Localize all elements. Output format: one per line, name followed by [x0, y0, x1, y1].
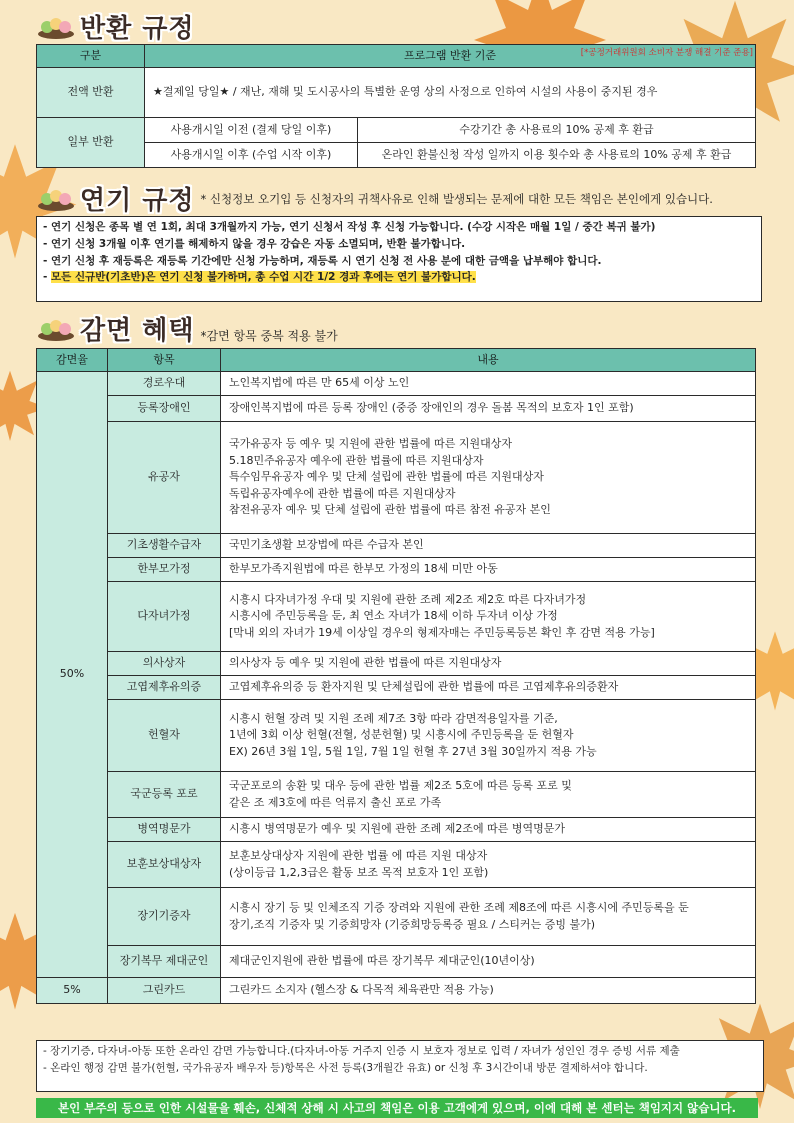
discount-item-name: 국군등록 포로	[108, 772, 221, 818]
discount-content-line: 국군포로의 송환 및 대우 등에 관한 법률 제2조 5호에 따른 등록 포로 및	[229, 779, 572, 792]
discount-rate-5: 5%	[37, 978, 108, 1004]
discount-row	[37, 700, 756, 772]
discount-row	[37, 534, 756, 558]
discount-col-item: 항목	[108, 349, 221, 372]
discount-item-content	[221, 700, 756, 772]
refund-full-label: 전액 반환	[37, 68, 145, 118]
discount-content-line: 시흥시에 주민등록을 둔, 최 연소 자녀가 18세 이하 두자녀 이상 가정	[229, 609, 558, 623]
discount-item-name: 고엽제후유의증	[108, 676, 221, 700]
discount-item-name: 보훈보상대상자	[108, 842, 221, 888]
discount-row	[37, 396, 756, 422]
postpone-title: 연기 규정	[80, 186, 195, 216]
discount-content-line: 시흥시 장기 등 및 인체조직 기증 장려와 지원에 관한 조례 제8조에 따른 시흥시에 주민등록을 둔	[229, 901, 689, 914]
refund-col-criteria-label: 프로그램 반환 기준	[403, 48, 496, 62]
liability-notice-bar: 본인 부주의 등으로 인한 시설물을 훼손, 신체적 상해 시 사고의 책임은 이용 고객에게 있으며, 이에 대해 본 센터는 책임지지 않습니다.	[36, 1098, 758, 1118]
discount-item-name: 그린카드	[108, 978, 221, 1004]
discount-section-header	[36, 310, 338, 347]
discount-content-line: 시흥시 병역명문가 예우 및 지원에 관한 조례 제2조에 따른 병역명문가	[229, 822, 565, 836]
discount-content-line: 같은 조 제3호에 따른 억류지 출신 포로 가족	[229, 795, 442, 809]
refund-col-criteria	[145, 45, 756, 68]
discount-rate-50: 50%	[37, 372, 108, 978]
discount-item-name: 경로우대	[108, 372, 221, 396]
discount-row	[37, 422, 756, 534]
discount-content-line: 장애인복지법에 따른 등록 장애인 (중증 장애인의 경우 돌봄 목적의 보호자 1인 포함)	[229, 401, 634, 415]
postpone-section-header	[36, 180, 713, 217]
discount-item-name: 다자녀가정	[108, 582, 221, 652]
discount-title: 감면 혜택	[80, 316, 195, 346]
refund-source-note: [*공정거래위원회 소비자 분쟁 해결 기준 준용]	[580, 48, 753, 58]
discount-item-content	[221, 818, 756, 842]
discount-row	[37, 946, 756, 978]
postpone-rule-line: - 연기 신청은 종목 별 연 1회, 최대 3개월까지 가능, 연기 신청서 작성 후 신청 가능합니다. (수강 시작은 매월 1일 / 중간 복귀 불가)	[43, 221, 656, 233]
discount-item-name: 유공자	[108, 422, 221, 534]
refund-table	[36, 44, 756, 168]
discount-item-content	[221, 888, 756, 946]
refund-title: 반환 규정	[80, 14, 195, 44]
discount-item-content	[221, 676, 756, 700]
discount-row	[37, 772, 756, 818]
refund-section-header	[36, 8, 195, 45]
discount-item-content	[221, 534, 756, 558]
discount-content-line: [막내 외의 자녀가 19세 이상일 경우의 형제자매는 주민등록등본 확인 후 감면 적용 가능]	[229, 625, 655, 639]
discount-content-line: 독립유공자예우에 관한 법률에 따른 지원대상자	[229, 486, 456, 500]
discount-content-line: 장기,조직 기증자 및 기증희망자 (기증희망등록증 필요 / 스티커는 증빙 불가)	[229, 917, 596, 931]
refund-row-when: 사용개시일 이전 (결제 당일 이후)	[145, 118, 358, 143]
postpone-note: * 신청정보 오기입 등 신청자의 귀책사유로 인해 발생되는 문제에 대한 모든 책임은 본인에게 있습니다.	[200, 191, 713, 206]
discount-content-line: (상이등급 1,2,3급은 활동 보조 목적 보호자 1인 포함)	[229, 865, 489, 879]
postpone-rules-box	[36, 216, 762, 302]
discount-item-name: 한부모가정	[108, 558, 221, 582]
refund-col-category: 구분	[37, 45, 145, 68]
discount-item-name: 등록장애인	[108, 396, 221, 422]
discount-item-content: 그린카드 소지자 (헬스장 & 다목적 체육관만 적용 가능)	[221, 978, 756, 1004]
refund-row-rule: 온라인 환불신청 작성 일까지 이용 횟수와 총 사용료의 10% 공제 후 환급	[358, 143, 756, 168]
discount-row	[37, 978, 756, 1004]
discount-item-content	[221, 842, 756, 888]
refund-partial-label: 일부 반환	[37, 118, 145, 168]
discount-content-line: 제대군인지원에 관한 법률에 따른 장기복무 제대군인(10년이상)	[229, 954, 535, 968]
discount-row	[37, 652, 756, 676]
discount-item-content	[221, 558, 756, 582]
discount-item-name: 기초생활수급자	[108, 534, 221, 558]
discount-item-name: 병역명문가	[108, 818, 221, 842]
discount-item-content	[221, 372, 756, 396]
discount-content-line: 시흥시 다자녀가정 우대 및 지원에 관한 조례 제2조 제2호 따른 다자녀가정	[229, 592, 587, 606]
discount-content-line: 노인복지법에 따른 만 65세 이상 노인	[229, 376, 410, 390]
discount-content-line: 국가유공자 등 예우 및 지원에 관한 법률에 따른 지원대상자	[229, 437, 512, 451]
discount-item-content	[221, 582, 756, 652]
discount-content-line: 고엽제후유의증 등 환자지원 및 단체설립에 관한 법률에 따른 고엽제후유의증환자	[229, 680, 619, 694]
discount-item-content	[221, 772, 756, 818]
discount-content-line: 보훈보상대상자 지원에 관한 법률 에 따른 지원 대상자	[229, 849, 488, 862]
discount-table	[36, 348, 756, 1004]
discount-row	[37, 558, 756, 582]
postpone-rule-line: - 연기 신청 후 재등록은 재등록 기간에만 신청 가능하며, 재등록 시 연기 신청 전 사용 분에 대한 금액을 납부해야 합니다.	[43, 254, 602, 267]
discount-item-content	[221, 652, 756, 676]
discount-note: *감면 항목 중복 적용 불가	[200, 329, 338, 343]
refund-row-when: 사용개시일 이후 (수업 시작 이후)	[145, 143, 358, 168]
discount-footer-notes	[36, 1040, 764, 1092]
refund-row-rule: 수강기간 총 사용료의 10% 공제 후 환급	[358, 118, 756, 143]
discount-item-name: 의사상자	[108, 652, 221, 676]
discount-content-line: 국민기초생활 보장법에 따른 수급자 본인	[229, 538, 424, 552]
discount-item-content	[221, 946, 756, 978]
discount-content-line: 특수임무유공자 예우 및 단체 설립에 관한 법률에 따른 지원대상자	[229, 470, 544, 484]
postpone-rule-highlight-line	[43, 269, 755, 286]
discount-content-line: 1년에 3회 이상 헌혈(전혈, 성분헌혈) 및 시흥시에 주민등록을 둔 헌혈자	[229, 728, 574, 742]
discount-row	[37, 888, 756, 946]
discount-item-content	[221, 422, 756, 534]
discount-content-line: 한부모가족지원법에 따른 한부모 가정의 18세 미만 아동	[229, 562, 498, 576]
discount-item-name: 장기기증자	[108, 888, 221, 946]
footer-note-line: - 장기기증, 다자녀-아동 또한 온라인 감면 가능합니다.(다자녀-아동 거주지 인증 시 보호자 정보로 입력 / 자녀가 성인인 경우 증빙 서류 제출	[43, 1045, 680, 1057]
postpone-highlight-prefix: -	[43, 271, 52, 284]
discount-row	[37, 582, 756, 652]
rice-cake-bowl-icon	[36, 14, 76, 40]
discount-col-content: 내용	[221, 349, 756, 372]
footer-note-line: - 온라인 행정 감면 불가(헌혈, 국가유공자 배우자 등)항목은 사전 등록(3개월간 유효) or 신청 후 3시간이내 방문 결제하셔야 합니다.	[43, 1061, 648, 1074]
discount-content-line: EX) 26년 3월 1일, 5월 1일, 7월 1일 헌혈 후 27년 3월 30일까지 적용 가능	[229, 744, 597, 758]
discount-content-line: 의사상자 등 예우 및 지원에 관한 법률에 따른 지원대상자	[229, 656, 502, 670]
discount-content-line: 시흥시 헌혈 장려 및 지원 조례 제7조 3항 따라 감면적용일자를 기준,	[229, 711, 558, 725]
discount-item-name: 헌혈자	[108, 700, 221, 772]
discount-item-name: 장기복무 제대군인	[108, 946, 221, 978]
postpone-rule-line: - 연기 신청 3개월 이후 연기를 해제하지 않을 경우 강습은 자동 소멸되며, 반환 불가합니다.	[43, 237, 466, 250]
discount-content-line: 5.18민주유공자 예우에 관한 법률에 따른 지원대상자	[229, 453, 484, 467]
rice-cake-bowl-icon	[36, 186, 76, 212]
discount-item-content	[221, 396, 756, 422]
postpone-highlight-text: 모든 신규반(기초반)은 연기 신청 불가하며, 총 수업 시간 1/2 경과 후에는 연기 불가합니다.	[51, 271, 476, 284]
rice-cake-bowl-icon	[36, 316, 76, 342]
discount-row	[37, 372, 756, 396]
refund-full-text: ★결제일 당일★ / 재난, 재해 및 도시공사의 특별한 운영 상의 사정으로 인하여 시설의 사용이 중지된 경우	[145, 68, 756, 118]
discount-row	[37, 818, 756, 842]
discount-col-rate: 감면율	[37, 349, 108, 372]
discount-row	[37, 676, 756, 700]
discount-content-line: 참전유공자 예우 및 단체 설립에 관한 법률에 따른 참전 유공자 본인	[229, 503, 551, 517]
discount-row	[37, 842, 756, 888]
